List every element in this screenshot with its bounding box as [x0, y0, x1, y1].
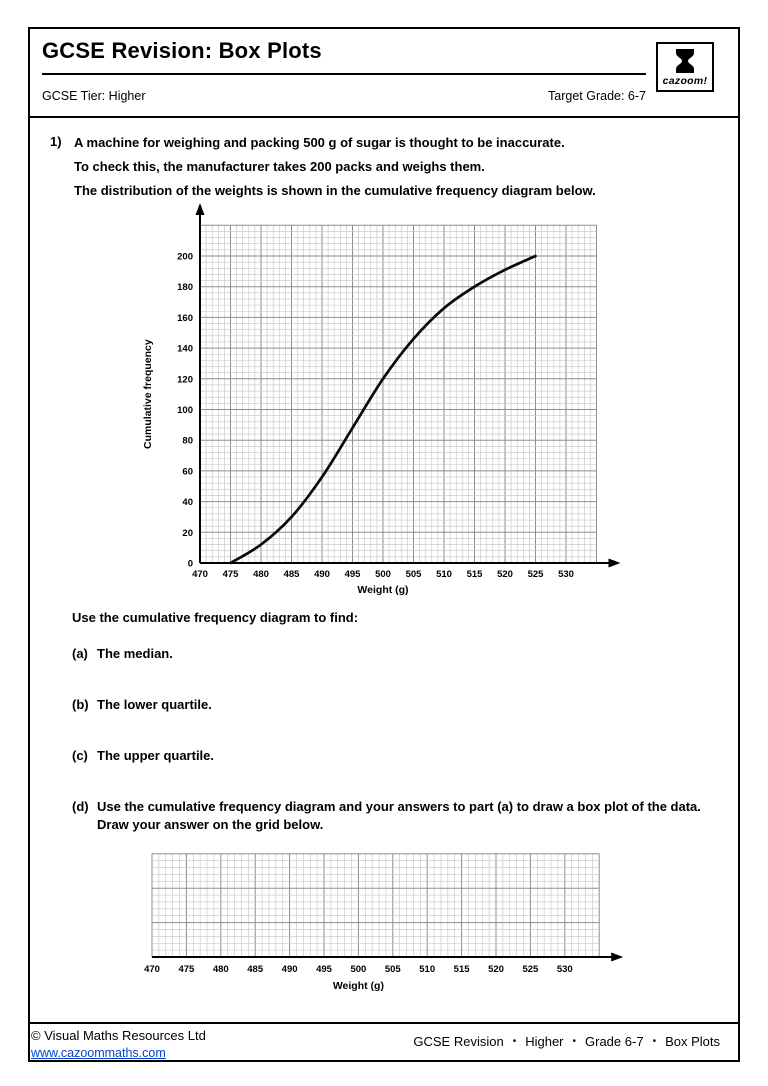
- svg-text:525: 525: [527, 569, 544, 580]
- cumulative-frequency-diagram: [135, 198, 635, 603]
- svg-text:530: 530: [558, 569, 574, 580]
- svg-text:505: 505: [384, 964, 401, 975]
- question-part-d: [72, 798, 727, 833]
- svg-text:525: 525: [522, 964, 539, 975]
- boxplot-answer-area: [130, 846, 640, 1006]
- footer-divider: [30, 1022, 738, 1024]
- svg-text:490: 490: [281, 964, 298, 975]
- svg-text:480: 480: [253, 569, 269, 580]
- x-axis-title: Weight (g): [357, 584, 409, 596]
- question-text: [74, 134, 714, 206]
- footer-crumb: Higher: [525, 1034, 564, 1049]
- svg-text:520: 520: [497, 569, 513, 580]
- svg-text:510: 510: [419, 964, 436, 975]
- svg-text:160: 160: [177, 312, 193, 324]
- svg-text:0: 0: [187, 558, 193, 570]
- cumulative-frequency-chart: [135, 198, 635, 598]
- svg-text:200: 200: [177, 251, 193, 263]
- svg-text:505: 505: [405, 569, 422, 580]
- part-label: (d): [72, 799, 89, 814]
- svg-text:485: 485: [247, 964, 264, 975]
- bullet-separator: •: [652, 1035, 657, 1047]
- svg-text:180: 180: [177, 282, 193, 294]
- copyright-text: © Visual Maths Resources Ltd: [31, 1028, 206, 1043]
- svg-text:500: 500: [350, 964, 367, 975]
- part-text: The median.: [97, 646, 173, 661]
- svg-text:495: 495: [344, 569, 361, 580]
- svg-text:470: 470: [144, 964, 160, 975]
- chart-axes: [196, 203, 621, 568]
- part-text: The lower quartile.: [97, 697, 212, 712]
- question-part-b: [72, 696, 727, 714]
- svg-text:490: 490: [314, 569, 330, 580]
- target-grade-label: Target Grade: 6-7: [548, 89, 646, 103]
- bullet-separator: •: [512, 1035, 517, 1047]
- svg-text:495: 495: [316, 964, 332, 975]
- website-link[interactable]: www.cazoommaths.com: [31, 1046, 166, 1060]
- footer-breadcrumb: [413, 1034, 720, 1049]
- question-line: A machine for weighing and packing 500 g of sugar is thought to be inaccurate.: [74, 135, 565, 150]
- svg-text:480: 480: [212, 964, 229, 975]
- svg-text:500: 500: [375, 569, 391, 580]
- svg-text:470: 470: [192, 569, 208, 580]
- footer-crumb: Box Plots: [665, 1034, 720, 1049]
- svg-text:530: 530: [556, 964, 573, 975]
- footer-crumb: Grade 6-7: [585, 1034, 644, 1049]
- grid-lines: [200, 225, 597, 563]
- hourglass-logo-icon: [674, 48, 696, 74]
- question-line: The distribution of the weights is shown in the cumulative frequency diagram below.: [74, 183, 596, 198]
- svg-text:120: 120: [177, 374, 193, 386]
- question-line: To check this, the manufacturer takes 200 packs and weighs them.: [74, 159, 485, 174]
- cazoom-logo: [656, 42, 714, 92]
- instruction-text: Use the cumulative frequency diagram to find:: [72, 610, 359, 625]
- part-label: (b): [72, 697, 89, 712]
- svg-text:20: 20: [182, 527, 193, 539]
- svg-text:40: 40: [182, 497, 193, 509]
- svg-text:485: 485: [283, 569, 300, 580]
- page-title: GCSE Revision: Box Plots: [42, 38, 322, 63]
- brand-name: cazoom!: [662, 75, 708, 87]
- svg-text:510: 510: [436, 569, 452, 580]
- header-divider: [30, 116, 738, 118]
- svg-text:140: 140: [177, 343, 193, 355]
- part-text: The upper quartile.: [97, 748, 215, 763]
- svg-text:60: 60: [182, 466, 193, 478]
- svg-text:100: 100: [177, 405, 193, 416]
- x-axis-title: Weight (g): [332, 980, 384, 992]
- svg-text:80: 80: [182, 435, 193, 447]
- bullet-separator: •: [572, 1035, 577, 1047]
- part-label: (c): [72, 748, 88, 763]
- svg-text:520: 520: [488, 964, 504, 975]
- title-divider: [42, 73, 646, 75]
- question-part-a: [72, 645, 727, 663]
- axis-labels: [144, 964, 573, 992]
- question-parts: [72, 645, 727, 833]
- footer-crumb: GCSE Revision: [413, 1034, 504, 1049]
- svg-text:475: 475: [222, 569, 239, 580]
- grid-lines: [152, 854, 599, 957]
- svg-text:475: 475: [178, 964, 195, 975]
- y-axis-title: Cumulative frequency: [142, 339, 154, 450]
- part-text: Use the cumulative frequency diagram and your answers to part (a) to draw a box plot of the data. Draw your answer on the grid below.: [97, 799, 701, 832]
- boxplot-grid: [130, 846, 640, 1001]
- question-part-c: [72, 747, 727, 765]
- tier-label: GCSE Tier: Higher: [42, 89, 146, 103]
- svg-text:515: 515: [466, 569, 483, 580]
- question-number: 1): [50, 134, 62, 149]
- grid-axis: [152, 953, 623, 962]
- svg-text:515: 515: [453, 964, 470, 975]
- part-label: (a): [72, 646, 88, 661]
